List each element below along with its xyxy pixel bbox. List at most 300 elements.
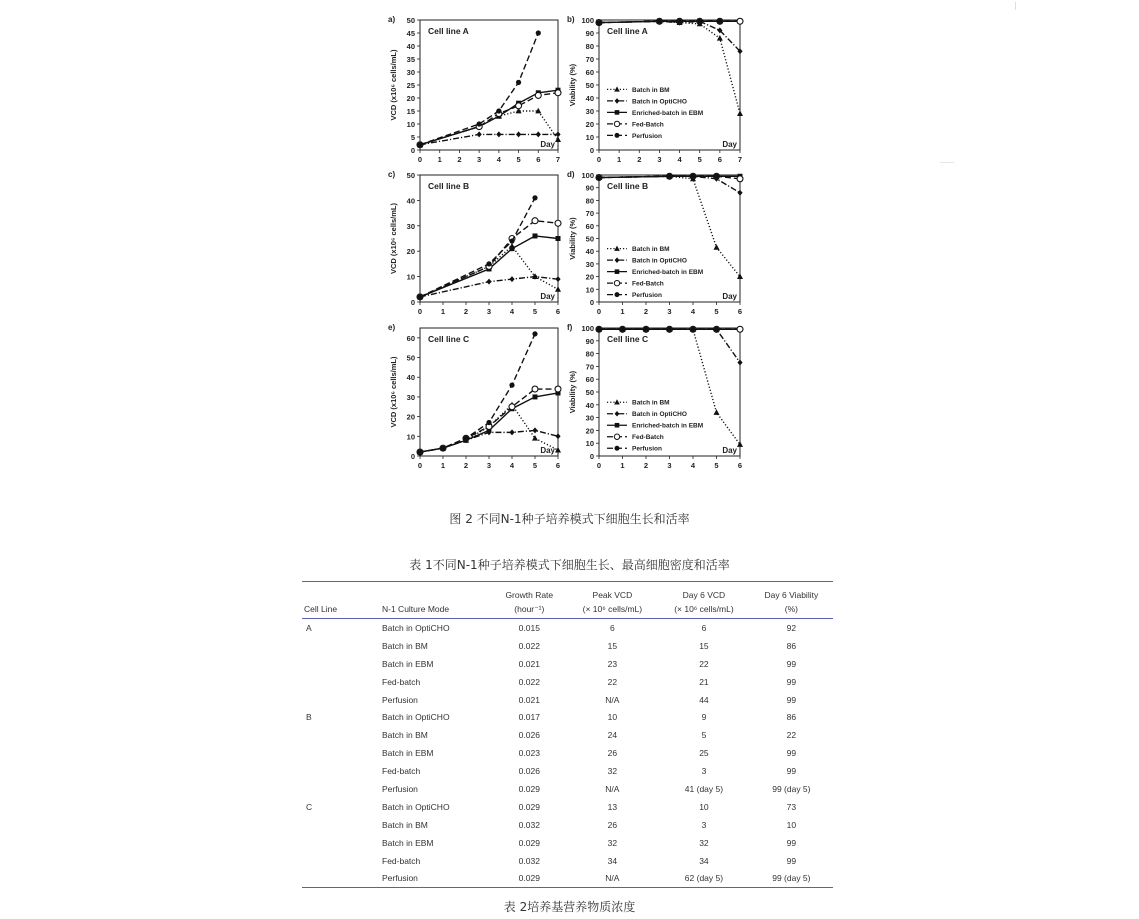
data-point xyxy=(486,279,491,285)
table-cell: 34 xyxy=(699,855,709,866)
panel-letter: b) xyxy=(567,15,575,24)
table-cell: 92 xyxy=(786,622,797,633)
chart-panel-3 xyxy=(388,170,561,316)
data-point xyxy=(532,435,538,441)
legend-label: Fed-Batch xyxy=(632,121,664,129)
x-tick-label: 1 xyxy=(617,155,622,164)
data-point xyxy=(643,327,648,332)
legend-marker xyxy=(615,110,620,115)
data-point xyxy=(737,176,743,182)
data-point xyxy=(496,108,501,113)
table-cell: 86 xyxy=(786,640,797,651)
x-tick-label: 0 xyxy=(417,461,423,470)
divider xyxy=(940,162,954,163)
data-point xyxy=(417,294,422,299)
chart-title: Cell line B xyxy=(607,181,649,191)
table-cell: Fed-batch xyxy=(382,766,421,777)
y-tick-label: 35 xyxy=(406,55,415,64)
table-cell: Batch in EBM xyxy=(382,658,434,669)
panel-letter: e) xyxy=(388,323,396,332)
y-tick-label: 70 xyxy=(585,362,594,372)
data-point xyxy=(509,238,514,243)
data-point xyxy=(556,236,561,241)
plot-frame xyxy=(420,20,558,150)
x-tick-label: 4 xyxy=(690,307,696,316)
legend-marker xyxy=(615,423,620,428)
table-cell: 3 xyxy=(701,766,707,777)
y-tick-label: 50 xyxy=(585,234,594,244)
y-tick-label: 80 xyxy=(585,349,594,359)
legend-marker xyxy=(614,280,619,285)
y-tick-label: 50 xyxy=(585,388,594,397)
legend-marker xyxy=(614,86,620,91)
x-tick-label: 4 xyxy=(677,155,682,164)
x-tick-label: 4 xyxy=(509,307,515,316)
table-cell: 0.029 xyxy=(518,801,540,812)
table-cell: 99 xyxy=(786,855,797,866)
chart-panel-4 xyxy=(567,170,743,316)
y-tick-label: 30 xyxy=(406,68,415,77)
chart-panel-1 xyxy=(388,15,561,164)
data-point xyxy=(509,383,514,388)
y-tick-label: 40 xyxy=(585,400,594,410)
legend-label: Fed-Batch xyxy=(632,434,664,442)
table-cell: 32 xyxy=(607,837,618,848)
data-point xyxy=(486,420,491,425)
data-point xyxy=(737,18,743,24)
data-point xyxy=(486,261,491,266)
data-point xyxy=(440,446,445,451)
table-header-cell: Day 6 Viability xyxy=(764,590,819,600)
y-axis-label: VCD (x10⁶ cells/mL) xyxy=(389,49,398,121)
table-cell: Batch in OptiCHO xyxy=(382,801,450,812)
table-cell: 5 xyxy=(701,730,707,741)
y-tick-label: 100 xyxy=(581,171,594,180)
table-cell xyxy=(302,744,380,762)
legend-marker xyxy=(615,411,620,417)
x-tick-label: 4 xyxy=(690,461,696,470)
table-cell: 23 xyxy=(607,658,618,669)
data-point xyxy=(737,326,743,332)
legend-marker xyxy=(615,133,620,138)
y-tick-label: 10 xyxy=(585,439,594,449)
table-cell: Perfusion xyxy=(382,783,418,794)
table-header-cell: (%) xyxy=(750,600,833,619)
table-cell: 9 xyxy=(701,712,707,723)
chart-panel-5 xyxy=(388,323,561,470)
table2-caption: 表 2培养基营养物质浓度 xyxy=(503,900,636,914)
data-point xyxy=(532,386,538,392)
data-point xyxy=(620,327,625,332)
table-cell xyxy=(302,726,380,744)
data-point xyxy=(737,110,743,116)
y-tick-label: 0 xyxy=(410,146,415,155)
x-axis-label: Day xyxy=(722,292,737,301)
table-cell: 0.029 xyxy=(492,869,567,887)
table-cell: 99 xyxy=(786,837,797,848)
legend-label: Perfusion xyxy=(632,445,662,453)
data-point xyxy=(714,409,720,415)
table-cell: 99 xyxy=(786,676,797,687)
legend-marker xyxy=(614,399,620,404)
y-tick-label: 60 xyxy=(406,333,415,343)
data-point xyxy=(555,220,561,226)
chart-panel-2 xyxy=(567,15,743,164)
x-tick-label: 3 xyxy=(477,155,482,164)
table-cell xyxy=(302,816,380,834)
legend-label: Perfusion xyxy=(632,292,662,300)
table-cell: 32 xyxy=(699,837,709,848)
table-cell: Batch in EBM xyxy=(382,748,434,759)
table-cell: 26 xyxy=(607,748,618,759)
chart-title: Cell line A xyxy=(428,26,469,36)
table-cell: 41 (day 5) xyxy=(684,783,724,794)
table-row xyxy=(302,744,833,762)
y-tick-label: 90 xyxy=(585,29,594,38)
table-cell: Fed-batch xyxy=(382,676,421,687)
panel-letter: a) xyxy=(388,15,396,24)
legend-label: Batch in OptiCHO xyxy=(632,257,687,265)
x-tick-label: 5 xyxy=(532,461,538,470)
series-line xyxy=(420,221,558,297)
table-cell: C xyxy=(306,801,313,812)
table-cell: 34 xyxy=(607,855,618,866)
table-cell: Fed-batch xyxy=(382,855,421,866)
legend-label: Batch in BM xyxy=(632,399,670,407)
table-cell xyxy=(302,637,380,655)
table-cell: Perfusion xyxy=(382,694,418,705)
data-point xyxy=(516,131,521,137)
data-point xyxy=(477,131,482,137)
table-row xyxy=(302,708,833,726)
data-point xyxy=(516,80,521,85)
legend-marker xyxy=(615,269,620,274)
data-point xyxy=(463,436,468,441)
table-cell: Batch in BM xyxy=(382,730,428,741)
y-tick-label: 30 xyxy=(406,221,415,231)
table-header-cell: Cell Line xyxy=(302,600,380,619)
table-cell: 26 xyxy=(607,819,618,830)
data-point xyxy=(509,276,514,282)
table-cell: 0.032 xyxy=(518,819,540,830)
panel-letter: f) xyxy=(567,323,573,332)
legend-marker xyxy=(615,446,620,451)
x-tick-label: 2 xyxy=(637,155,642,164)
y-tick-label: 15 xyxy=(406,107,415,116)
table-cell: Batch in BM xyxy=(382,640,428,651)
plot-frame xyxy=(420,328,558,456)
legend-label: Enriched-batch in EBM xyxy=(632,109,704,117)
x-tick-label: 0 xyxy=(596,307,602,316)
x-tick-label: 2 xyxy=(643,307,649,316)
data-point xyxy=(555,90,561,96)
y-tick-label: 80 xyxy=(585,196,594,206)
table-cell: 10 xyxy=(607,712,618,723)
x-axis-label: Day xyxy=(540,140,555,149)
x-tick-label: 3 xyxy=(486,461,492,470)
x-tick-label: 4 xyxy=(496,155,501,164)
data-point xyxy=(532,331,537,336)
x-tick-label: 4 xyxy=(509,461,515,470)
data-point xyxy=(717,35,723,41)
table-row xyxy=(302,762,833,780)
y-axis-label: VCD (x10⁶ cells/mL) xyxy=(389,203,398,274)
y-tick-label: 60 xyxy=(585,68,594,77)
figure-2-panels xyxy=(370,8,770,478)
y-tick-label: 70 xyxy=(585,55,594,64)
table-cell: 0.026 xyxy=(518,730,540,741)
table-cell: N/A xyxy=(605,694,620,705)
y-tick-label: 50 xyxy=(406,171,415,180)
data-point xyxy=(714,174,719,179)
y-axis-label: Viability (%) xyxy=(568,63,577,107)
y-tick-label: 90 xyxy=(585,183,594,193)
legend-marker xyxy=(615,257,620,263)
data-point xyxy=(417,449,422,454)
table-cell: Batch in OptiCHO xyxy=(382,622,450,633)
table-cell: 0.029 xyxy=(518,837,540,848)
table-cell: 86 xyxy=(786,712,797,723)
x-tick-label: 1 xyxy=(620,461,625,470)
data-point xyxy=(737,273,743,279)
data-point xyxy=(533,233,538,238)
table-body xyxy=(302,619,833,888)
table-cell: 32 xyxy=(607,766,618,777)
chart-title: Cell line C xyxy=(428,334,470,344)
data-point xyxy=(555,276,560,282)
data-point xyxy=(509,404,515,410)
table-header-cell: Growth Rate xyxy=(505,590,554,600)
table-cell: 99 xyxy=(786,766,797,777)
table1-caption: 表 1不同N-1种子培养模式下细胞生长、最高细胞密度和活率 xyxy=(409,558,730,572)
table-header-cell: Peak VCD xyxy=(592,590,633,600)
x-tick-label: 3 xyxy=(667,461,672,470)
table-row xyxy=(302,816,833,834)
data-point xyxy=(555,286,561,292)
table-cell xyxy=(302,834,380,852)
table-row xyxy=(302,852,833,870)
y-tick-label: 25 xyxy=(406,81,415,90)
x-tick-label: 7 xyxy=(737,155,743,164)
table-cell: 99 xyxy=(786,694,797,705)
table-header-cell: (× 10⁶ cells/mL) xyxy=(658,600,750,619)
table-cell: 6 xyxy=(610,622,615,633)
y-tick-label: 0 xyxy=(589,146,594,155)
x-tick-label: 6 xyxy=(555,307,561,316)
table-row xyxy=(302,637,833,655)
x-tick-label: 0 xyxy=(596,155,602,164)
data-point xyxy=(417,142,422,147)
y-tick-label: 10 xyxy=(406,120,415,129)
y-tick-label: 60 xyxy=(585,221,594,231)
y-tick-label: 60 xyxy=(585,375,594,385)
table-cell: 3 xyxy=(701,819,707,830)
table-cell: 24 xyxy=(607,730,618,741)
table-header-cell: (× 10⁶ cells/mL) xyxy=(567,600,659,619)
legend-label: Perfusion xyxy=(632,132,662,140)
table-cell: 0.015 xyxy=(518,622,540,633)
table-cell: 10 xyxy=(786,819,797,830)
x-tick-label: 1 xyxy=(437,155,442,164)
x-tick-label: 5 xyxy=(516,155,521,164)
legend-label: Enriched-batch in EBM xyxy=(632,422,704,430)
table-row xyxy=(302,780,833,798)
legend-marker xyxy=(615,98,620,104)
table-cell: 0.032 xyxy=(518,855,540,866)
table-row xyxy=(302,655,833,673)
chart-title: Cell line C xyxy=(607,334,649,344)
table-cell xyxy=(302,673,380,691)
table-cell xyxy=(302,869,380,887)
y-tick-label: 100 xyxy=(581,324,594,333)
table-cell: N/A xyxy=(605,783,620,794)
data-point xyxy=(535,92,541,98)
table-header-cell: N-1 Culture Mode xyxy=(380,600,492,619)
y-axis-label: Viability (%) xyxy=(568,370,577,414)
data-point xyxy=(532,195,537,200)
data-point xyxy=(596,20,601,25)
y-tick-label: 100 xyxy=(581,16,594,25)
x-axis-label: Day xyxy=(722,140,737,149)
data-point xyxy=(717,19,722,24)
data-point xyxy=(596,327,601,332)
y-tick-label: 30 xyxy=(585,259,594,269)
x-tick-label: 3 xyxy=(657,155,662,164)
x-tick-label: 6 xyxy=(737,461,743,470)
data-point xyxy=(477,121,482,126)
table-cell: Batch in EBM xyxy=(382,837,434,848)
divider xyxy=(1015,2,1016,10)
x-tick-label: 6 xyxy=(737,307,743,316)
data-point xyxy=(555,131,560,137)
table-cell xyxy=(302,691,380,709)
data-point xyxy=(737,441,743,447)
table-cell: 22 xyxy=(786,730,797,741)
table-cell: 0.021 xyxy=(518,658,540,669)
legend-label: Batch in BM xyxy=(632,86,670,94)
y-tick-label: 30 xyxy=(585,107,594,116)
y-tick-label: 5 xyxy=(410,133,415,142)
x-tick-label: 2 xyxy=(463,307,469,316)
table-cell: 0.021 xyxy=(518,694,540,705)
y-tick-label: 10 xyxy=(585,285,594,295)
table-cell: 0.022 xyxy=(518,640,540,651)
table-cell: 99 (day 5) xyxy=(772,783,811,794)
y-tick-label: 80 xyxy=(585,42,594,51)
y-tick-label: 30 xyxy=(406,392,415,402)
table-cell: Perfusion xyxy=(380,869,492,887)
y-tick-label: 0 xyxy=(589,298,594,307)
x-tick-label: 5 xyxy=(697,155,702,164)
x-tick-label: 2 xyxy=(463,461,469,470)
y-tick-label: 10 xyxy=(406,432,415,442)
table-cell: A xyxy=(306,622,312,633)
table-cell: 22 xyxy=(607,676,618,687)
y-tick-label: 90 xyxy=(585,336,594,346)
data-point xyxy=(532,218,538,224)
table-row xyxy=(302,726,833,744)
table-cell: 6 xyxy=(701,622,707,633)
table-cell: 99 xyxy=(786,748,797,759)
table-cell xyxy=(302,780,380,798)
x-tick-label: 1 xyxy=(440,461,446,470)
table-header-cell xyxy=(302,582,380,601)
y-tick-label: 10 xyxy=(406,272,415,282)
x-tick-label: 1 xyxy=(620,307,625,316)
table-cell: 44 xyxy=(699,694,709,705)
y-tick-label: 45 xyxy=(406,29,415,38)
x-tick-label: 0 xyxy=(417,307,423,316)
legend-label: Enriched-batch in EBM xyxy=(632,269,704,277)
table-row xyxy=(302,834,833,852)
y-tick-label: 20 xyxy=(406,94,415,103)
legend-label: Batch in OptiCHO xyxy=(632,98,687,106)
x-tick-label: 3 xyxy=(486,307,492,316)
data-point xyxy=(555,433,560,439)
x-tick-label: 2 xyxy=(643,461,649,470)
x-tick-label: 3 xyxy=(667,307,672,316)
data-point xyxy=(677,19,682,24)
data-point xyxy=(516,103,522,109)
y-tick-label: 40 xyxy=(406,373,415,383)
table-cell: 10 xyxy=(699,801,709,812)
y-tick-label: 20 xyxy=(406,412,415,422)
data-point xyxy=(536,30,541,35)
table-cell: Batch in OptiCHO xyxy=(382,712,450,723)
table-cell: 99 (day 5) xyxy=(750,869,833,887)
table-cell: 62 (day 5) xyxy=(658,869,750,887)
x-tick-label: 7 xyxy=(555,155,561,164)
table-header-row-bottom xyxy=(302,600,833,619)
data-point xyxy=(533,394,538,399)
y-tick-label: 50 xyxy=(406,353,415,363)
panel-letter: c) xyxy=(388,170,396,179)
table-header-row-top xyxy=(302,582,833,601)
table-cell xyxy=(302,655,380,673)
legend-label: Fed-Batch xyxy=(632,280,664,288)
table-header-cell: Day 6 VCD xyxy=(682,590,726,600)
data-point xyxy=(714,244,720,250)
legend-marker xyxy=(615,292,620,297)
data-point xyxy=(667,174,672,179)
data-point xyxy=(697,19,702,24)
table-header-cell: (hour⁻¹) xyxy=(492,600,567,619)
data-point xyxy=(714,327,719,332)
x-tick-label: 6 xyxy=(555,461,561,470)
table-cell: 73 xyxy=(786,801,797,812)
x-tick-label: 5 xyxy=(532,307,538,316)
data-point xyxy=(667,327,672,332)
legend-label: Batch in OptiCHO xyxy=(632,411,687,419)
table-cell xyxy=(302,762,380,780)
y-tick-label: 0 xyxy=(589,452,594,461)
data-point xyxy=(657,19,662,24)
y-tick-label: 50 xyxy=(585,81,594,90)
legend-marker xyxy=(614,434,619,439)
x-tick-label: 6 xyxy=(717,155,722,164)
y-tick-label: 20 xyxy=(585,120,594,129)
y-tick-label: 40 xyxy=(406,196,415,206)
table-cell: 15 xyxy=(699,640,709,651)
table-cell: 0.022 xyxy=(518,676,540,687)
legend-marker xyxy=(614,246,620,251)
x-tick-label: 1 xyxy=(440,307,446,316)
y-tick-label: 20 xyxy=(585,426,594,436)
table-row xyxy=(302,869,833,887)
table-cell: 21 xyxy=(699,676,709,687)
x-tick-label: 2 xyxy=(457,155,462,164)
table-cell: 0.017 xyxy=(518,712,540,723)
